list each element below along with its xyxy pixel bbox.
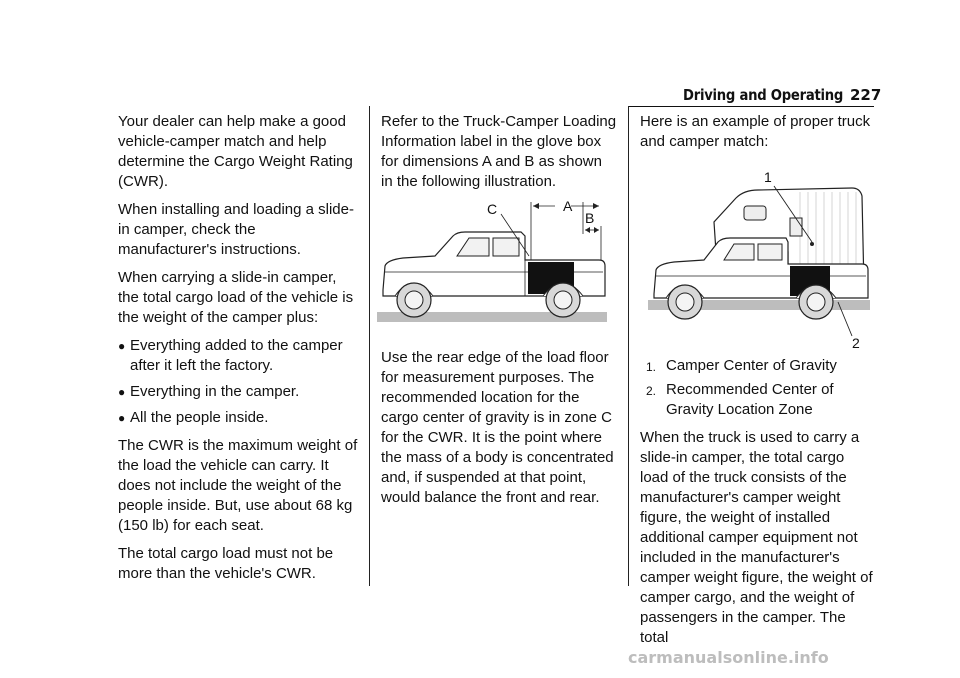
truck-dimensions-illustration: [373, 200, 609, 340]
list-item: [118, 382, 358, 402]
figure-label-b: B: [585, 210, 595, 226]
list-number: 1.: [646, 360, 657, 374]
list-item: [640, 356, 876, 376]
bullet-list: [118, 336, 358, 428]
column-middle: [381, 112, 617, 516]
section-title: Driving and Operating: [683, 86, 844, 104]
page-number: 227: [850, 86, 882, 104]
paragraph: When carrying a slide-in camper, the total cargo load of the vehicle is the weight of the camper plus:: [118, 269, 354, 326]
paragraph: The total cargo load must not be more than the vehicle's CWR.: [118, 545, 334, 582]
paragraph: The CWR is the maximum weight of the load the vehicle can carry. It does not include the weight of the people inside. But, use about 68 kg (150 lb) for each seat.: [118, 437, 358, 534]
column-divider-right: [628, 106, 629, 586]
list-item: [640, 380, 876, 420]
paragraph: Here is an example of proper truck and camper match:: [640, 113, 871, 150]
list-item-text: Recommended Center of Gravity Location Zone: [666, 381, 834, 418]
list-item-text: Everything in the camper.: [130, 383, 300, 400]
figure-label-2: 2: [852, 335, 860, 350]
truck-camper-illustration: [640, 160, 876, 350]
list-item-text: Everything added to the camper after it left the factory.: [130, 337, 343, 374]
column-right: [640, 112, 876, 656]
list-item: [118, 408, 358, 428]
watermark: carmanualsonline.info: [628, 648, 829, 667]
list-number: 2.: [646, 384, 657, 398]
figure-label-c: C: [487, 201, 498, 217]
bullet-icon: ●: [118, 385, 126, 399]
header-rule: [628, 106, 874, 107]
paragraph: Use the rear edge of the load floor for measurement purposes. The recommended location for the cargo center of gravity is in zone C for the CWR. It is the point where the mass of a body is concentrated and, if suspended at that point, would balance the front and rear.: [381, 349, 614, 506]
list-item-text: All the people inside.: [130, 409, 269, 426]
bullet-icon: ●: [118, 411, 126, 425]
list-item-text: Camper Center of Gravity: [666, 357, 837, 374]
figure-label-1: 1: [764, 169, 772, 185]
numbered-list: [640, 356, 876, 420]
bullet-icon: ●: [118, 339, 126, 353]
list-item: [118, 336, 358, 376]
paragraph: Your dealer can help make a good vehicle-camper match and help determine the Cargo Weight Rating (CWR).: [118, 113, 353, 190]
figure-label-a: A: [563, 200, 573, 214]
column-left: [118, 112, 358, 592]
paragraph: When the truck is used to carry a slide-in camper, the total cargo load of the truck consists of the manufacturer's camper weight figure, the weight of installed additional camper equipment not included in the manufacturer's camper weight figure, the weight of camper cargo, and the weight of passengers in the camper. The total: [640, 429, 873, 646]
paragraph: When installing and loading a slide-in camper, check the manufacturer's instructions.: [118, 201, 354, 258]
paragraph: Refer to the Truck-Camper Loading Information label in the glove box for dimensions A and B as shown in the following illustration.: [381, 113, 617, 190]
column-divider-left: [369, 106, 370, 586]
